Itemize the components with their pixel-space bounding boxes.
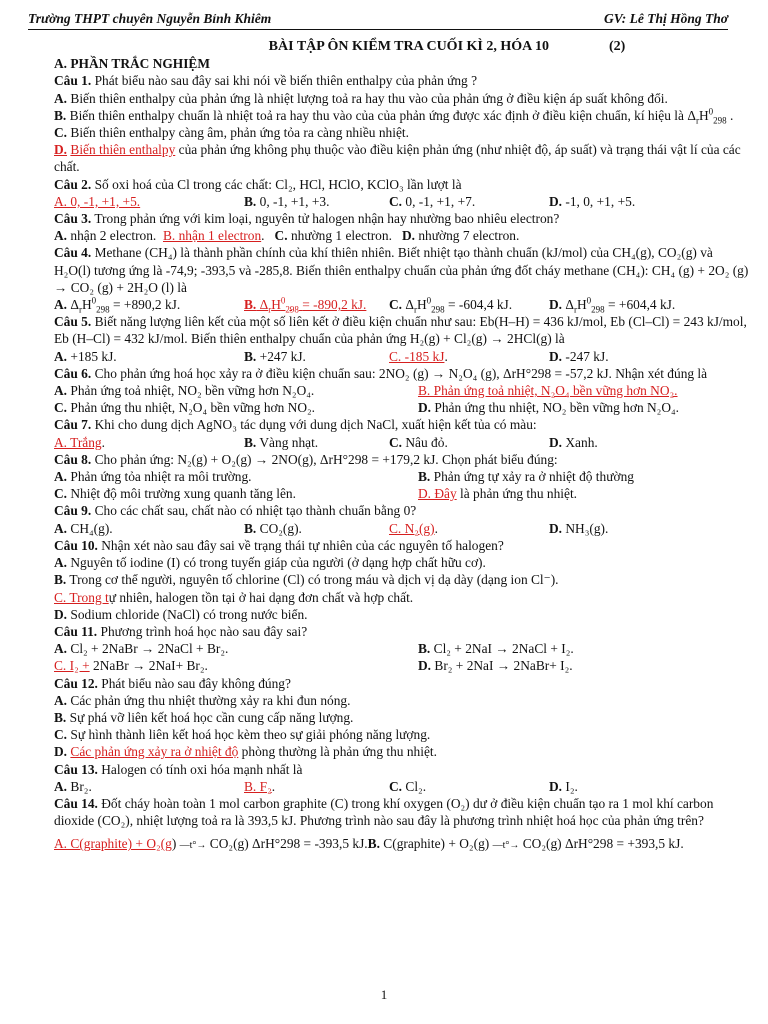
question-8: Câu 8. Cho phản ứng: N₂(g) + O₂(g) → 2NO(g), ΔrH°298 = +179,2 kJ. Chọn phát biểu đúng: A. Phản ứng tỏa nhiệt ra môi trường. B. Phản ứng tự xảy ra ở nhiệt độ thường C. Nhiệt độ môi trường xung quanh tăng lên. D. Đây là phản ứng thu nhiệt. [54, 451, 634, 502]
teacher-name: GV: Lê Thị Hồng Thơ [604, 11, 728, 26]
question-3: Câu 3. Trong phản ứng với kim loại, nguyên tử halogen nhận hay nhường bao nhiêu electron? A. nhận 2 electron. B. nhận 1 electron. C. nhường 1 electron. D. nhường 7 electron. [54, 211, 560, 244]
question-11: Câu 11. Phương trình hoá học nào sau đây sai? A. Cl₂ + 2NaBr → 2NaCl + Br₂. B. Cl₂ + 2NaI → 2NaCl + I₂. C. I₂ + 2NaBr → 2NaI+ Br₂. D. Br₂ + 2NaI → 2NaBr+ I₂. [54, 623, 574, 674]
question-5: Câu 5. Biết năng lượng liên kết của một số liên kết ở điều kiện chuẩn như sau: Eb(H–H) = 436 kJ/mol, Eb (Cl–Cl) = 243 kJ/mol, Eb (H–Cl) = 432 kJ/mol. Biến thiên enthalpy chuẩn của phản ứng H₂(g) + Cl₂(g) → 2HCl(g) là A. +185 kJ. B. +247 kJ. C. -185 kJ. D. -247 kJ. [54, 314, 747, 364]
question-1: Câu 1. Phát biểu nào sau đây sai khi nói về biến thiên enthalpy của phản ứng ? A. Biến thiên enthalpy của phản ứng là nhiệt lượng toả ra hay thu vào của phản ứng ở điều kiện áp suất không đổi. B. Biến thiên enthalpy chuẩn là nhiệt toả ra hay thu vào của của phản ứng được xác định ở điều kiện chuẩn, kí hiệu là $\Delta_rH^0_{298}$ . C. Biến thiên enthalpy càng âm, phản ứng tỏa ra càng nhiều nhiệt. D. Biến thiên enthalpy của phản ứng không phụ thuộc vào điều kiện phản ứng (như nhiệt độ, áp suất) và trạng thái vật lí của các chất. [54, 73, 741, 175]
question-7: Câu 7. Khi cho dung dịch AgNO₃ tác dụng với dung dịch NaCl, xuất hiện kết tủa có màu: A. Trắng. B. Vàng nhạt. C. Nâu đỏ. D. Xanh. [54, 417, 598, 450]
school-name: Trường THPT chuyên Nguyễn Bỉnh Khiêm [28, 11, 272, 26]
exam-content [54, 38, 750, 855]
question-10: Câu 10. Nhận xét nào sau đây sai về trạng thái tự nhiên của các nguyên tố halogen? A. Nguyên tố iodine (I) có trong tuyến giáp của người (ở dạng hợp chất hữu cơ). B. Trong cơ thể người, nguyên tố chlorine (Cl) có trong máu và dịch vị dạ dày (dạng ion Cl⁻). C. Trong tự nhiên, halogen tồn tại ở hai dạng đơn chất và hợp chất. D. Sodium chloride (NaCl) có trong nước biển. [54, 537, 559, 622]
question-12: Câu 12. Phát biểu nào sau đây không đúng? A. Các phản ứng thu nhiệt thường xảy ra khi đun nóng. B. Sự phá vỡ liên kết hoá học cần cung cấp năng lượng. C. Sự hình thành liên kết hoá học kèm theo sự giải phóng năng lượng. D. Các phản ứng xảy ra ở nhiệt độ phòng thường là phản ứng thu nhiệt. [54, 675, 437, 760]
question-14: Câu 14. Đốt cháy hoàn toàn 1 mol carbon graphite (C) trong khí oxygen (O₂) dư ở điều kiện chuẩn tạo ra 1 mol khí carbon dioxide (CO₂), nhiệt lượng toả ra là 393,5 kJ. Phương trình nào sau đây là phương trình nhiệt hoá học của phản ứng trên? A. C(graphite) + O₂(g) —t°→ CO₂(g) ΔrH°298 = -393,5 kJ.B. C(graphite) + O₂(g) —t°→ CO₂(g) ΔrH°298 = +393,5 kJ. [54, 795, 714, 852]
question-2: Câu 2. Số oxi hoá của Cl trong các chất: Cl₂, HCl, HClO, KClO₃ lần lượt là A. 0, -1, +1, +5. B. 0, -1, +1, +3. C. 0, -1, +1, +7. D. -1, 0, +1, +5. [54, 176, 636, 209]
question-9: Câu 9. Cho các chất sau, chất nào có nhiệt tạo thành chuẩn bằng 0? A. CH₄(g). B. CO₂(g). C. N₂(g). D. NH₃(g). [54, 503, 609, 536]
page-number: 1 [380, 987, 388, 1002]
page-title: BÀI TẬP ÔN KIỂM TRA CUỐI KÌ 2, HÓA 10 (2) [268, 39, 626, 54]
page-header [28, 10, 728, 30]
section-heading: A. PHẦN TRẮC NGHIỆM [54, 56, 210, 72]
question-4: Câu 4. Methane (CH₄) là thành phần chính của khí thiên nhiên. Biết nhiệt tạo thành chuẩn (kJ/mol) của CH₄(g), CO₂(g) và H₂O(l) tương ứng là -74,9; -393,5 và -285,8. Biến thiên enthalpy chuẩn của phản ứng đốt cháy methane (CH₄): CH₄ (g) + 2O₂ (g) → CO₂ (g) + 2H₂O (l) là A. $\Delta_rH^0_{298} = +890,2$ kJ. B. $\Delta_rH^0_{298} = -890,2$ kJ. C. $\Delta_rH^0_{298} = -604,4$ kJ. D. $\Delta_rH^0_{298} = +604,4$ kJ. [54, 245, 749, 315]
question-13: Câu 13. Halogen có tính oxi hóa mạnh nhất là A. Br₂. B. F₂. C. Cl₂. D. I₂. [54, 761, 578, 794]
question-6: Câu 6. Cho phản ứng hoá học xảy ra ở điều kiện chuẩn sau: 2NO₂ (g) → N₂O₄ (g), ΔrH°298 = -57,2 kJ. Nhận xét đúng là A. Phản ứng toả nhiệt, NO₂ bền vững hơn N₂O₄. B. Phản ứng toả nhiệt, N₂O₄ bền vững hơn NO₂. C. Phản ứng thu nhiệt, N₂O₄ bền vững hơn NO₂. D. Phản ứng thu nhiệt, NO₂ bền vững hơn N₂O₄. [54, 365, 708, 416]
